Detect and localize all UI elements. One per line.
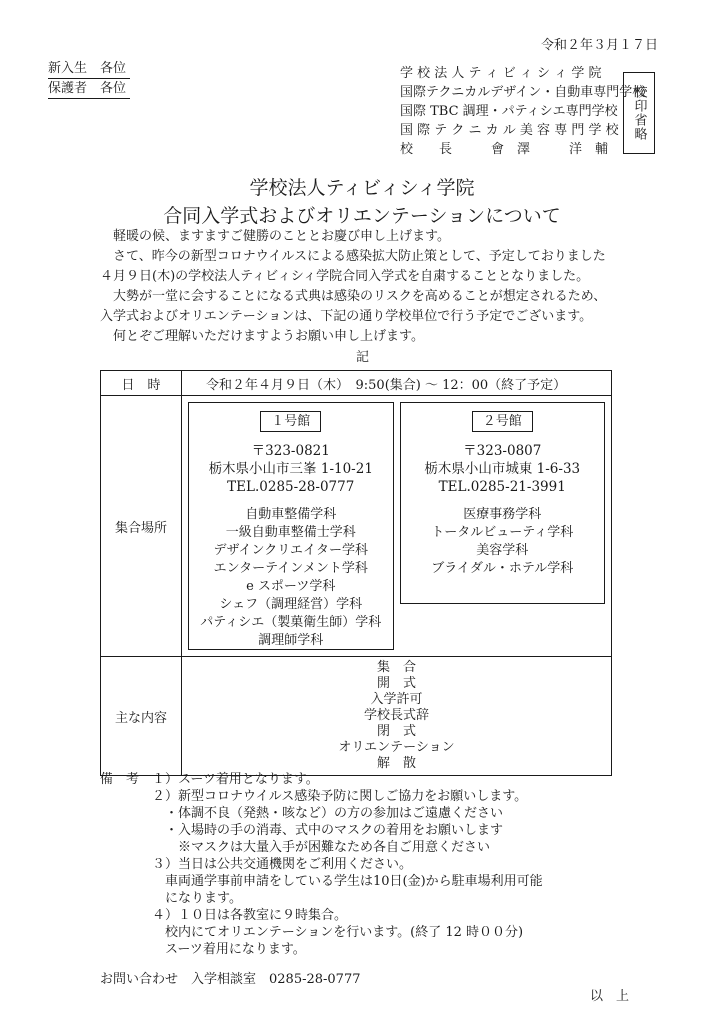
venue-1 bbox=[182, 396, 397, 656]
sender-line: 国際テクニカルデザイン・自動車専門学校 bbox=[400, 85, 646, 100]
date-label: 日 時 bbox=[101, 371, 182, 396]
sender-line: 国際 TBC 調理・パティシエ専門学校 bbox=[400, 104, 618, 119]
street-address: 栃木県小山市三峯 1-10-21 bbox=[208, 461, 373, 477]
department-item: トータルビューティ学科 bbox=[431, 525, 574, 540]
body-line: ４月９日(木)の学校法人ティビィシィ学院合同入学式を自粛することとなりました。 bbox=[100, 269, 590, 284]
remark-line: ３）当日は公共交通機関をご利用ください。 bbox=[100, 857, 413, 872]
remark-line: 校内にてオリエンテーションを行います。(終了 12 時００分) bbox=[100, 925, 524, 940]
contact-info: お問い合わせ 入学相談室 0285-28-0777 bbox=[100, 972, 361, 987]
venue-2 bbox=[397, 396, 612, 656]
department-item: エンターテインメント学科 bbox=[213, 561, 368, 576]
date-value: 令和２年４月９日（木） 9:50(集合) 〜 12：00（終了予定） bbox=[182, 371, 612, 396]
remark-line: ２）新型コロナウイルス感染予防に関しご協力をお願いします。 bbox=[100, 789, 528, 804]
department-item: シェフ（調理経営）学科 bbox=[219, 597, 363, 612]
phone-number: TEL.0285-21-3991 bbox=[438, 479, 566, 495]
remarks bbox=[100, 771, 543, 958]
street-address: 栃木県小山市城東 1-6-33 bbox=[424, 461, 581, 477]
body-line: 入学式およびオリエンテーションは、下記の通り学校単位で行う予定でございます。 bbox=[100, 309, 593, 324]
venue-1-name: １号館 bbox=[260, 411, 321, 432]
department-item: 美容学科 bbox=[476, 543, 529, 558]
venue-1-frame bbox=[188, 402, 394, 650]
content-cell bbox=[182, 657, 612, 776]
venues-cell bbox=[182, 396, 612, 657]
department-item: パティシエ（製菓衛生師）学科 bbox=[200, 615, 382, 630]
remark-line: ４）１０日は各教室に９時集合。 bbox=[100, 908, 348, 923]
department-item: e スポーツ学科 bbox=[246, 579, 336, 594]
sender-line: 国 際 テ ク ニ カ ル 美 容 専 門 学 校 bbox=[400, 123, 619, 138]
body-line: 軽暖の候、ますますご健勝のこととお慶び申し上げます。 bbox=[100, 229, 450, 244]
recipient-line: 保護者 各位 bbox=[48, 79, 130, 99]
postal-code: 〒323-0821 bbox=[251, 443, 330, 459]
program-item: 開 式 bbox=[376, 676, 416, 691]
sender-block bbox=[400, 64, 645, 159]
seal-omitted-box: 校印省略 bbox=[623, 72, 655, 154]
document-title-line1: 学校法人ティビィシィ学院 bbox=[249, 177, 475, 199]
body-text bbox=[100, 227, 606, 347]
memo-heading: 記 bbox=[356, 350, 370, 365]
department-item: 一級自動車整備士学科 bbox=[225, 525, 356, 540]
postal-code: 〒323-0807 bbox=[463, 443, 542, 459]
program-item: 集 合 bbox=[376, 660, 416, 675]
sender-line: 校 長 會 澤 洋 輔 bbox=[400, 142, 609, 157]
body-line: 大勢が一堂に会することになる式典は感染のリスクを高めることが想定されるため、 bbox=[100, 289, 607, 304]
remark-line: ・体調不良（発熱・咳など）の方の参加はご遠慮ください bbox=[100, 806, 504, 821]
sender-line: 学 校 法 人 テ ィ ビ ィ シ ィ 学 院 bbox=[400, 66, 602, 81]
content-label: 主な内容 bbox=[101, 657, 182, 776]
body-line: 何とぞご理解いただけますようお願い申し上げます。 bbox=[100, 329, 424, 344]
remark-line: になります。 bbox=[100, 891, 242, 906]
place-label: 集合場所 bbox=[101, 396, 182, 657]
event-info-table bbox=[100, 370, 612, 776]
issue-date: 令和２年３月１７日 bbox=[540, 38, 658, 53]
remark-line: スーツ着用になります。 bbox=[100, 942, 306, 957]
program-list bbox=[182, 660, 611, 772]
recipient-line: 新入生 各位 bbox=[48, 59, 130, 79]
department-item: 医療事務学科 bbox=[463, 507, 542, 522]
department-item: 調理師学科 bbox=[258, 633, 324, 648]
program-item: 閉 式 bbox=[376, 724, 416, 739]
department-item: ブライダル・ホテル学科 bbox=[431, 561, 574, 576]
program-item: 解 散 bbox=[376, 756, 416, 771]
remark-line: ・入場時の手の消毒、式中のマスクの着用をお願いします bbox=[100, 823, 504, 838]
document-title-line2: 合同入学式およびオリエンテーションについて bbox=[163, 205, 561, 227]
venue-2-name: ２号館 bbox=[472, 411, 533, 432]
program-item: オリエンテーション bbox=[338, 740, 455, 755]
recipients bbox=[48, 59, 130, 99]
remark-line: 車両通学事前申請をしている学生は10日(金)から駐車場利用可能 bbox=[100, 874, 543, 889]
venue-1-departments bbox=[189, 506, 393, 650]
venue-2-frame bbox=[400, 402, 606, 604]
program-item: 入学許可 bbox=[370, 692, 423, 707]
phone-number: TEL.0285-28-0777 bbox=[227, 479, 355, 495]
department-item: 自動車整備学科 bbox=[245, 507, 337, 522]
venue-1-address bbox=[189, 442, 393, 496]
venue-2-address bbox=[401, 442, 605, 496]
closing-mark: 以 上 bbox=[590, 989, 630, 1004]
remark-line: 備 考 １）スーツ着用となります。 bbox=[100, 772, 319, 787]
department-item: デザインクリエイター学科 bbox=[213, 543, 369, 558]
venue-2-departments bbox=[401, 506, 605, 578]
program-item: 学校長式辞 bbox=[363, 708, 429, 723]
remark-line: ※マスクは大量入手が困難なため各自ご用意ください bbox=[100, 840, 491, 855]
body-line: さて、昨今の新型コロナウイルスによる感染拡大防止策として、予定しておりました bbox=[100, 249, 606, 264]
